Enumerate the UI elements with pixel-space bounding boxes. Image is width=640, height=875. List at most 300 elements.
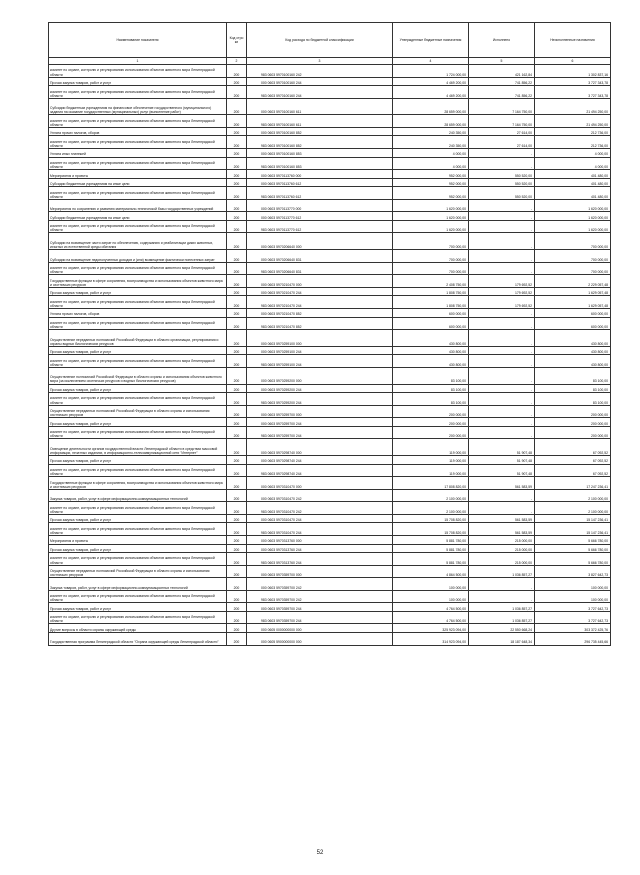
- row-approved-amount: 4 469 200,00: [393, 86, 469, 99]
- row-approved-amount: 119 000,00: [393, 439, 469, 456]
- row-approved-amount: 700 000,00: [393, 262, 469, 275]
- row-executed-amount: 550 520,00: [469, 170, 535, 179]
- table-row: [49, 262, 611, 275]
- table-row: [49, 199, 611, 212]
- row-indicator-name: Государственные функции в сфере сохранения, воспроизводства и использования объектов животного мира и охотничьих ресурсов: [49, 275, 227, 288]
- row-indicator-name: комитет по охране, контролю и регулированию использования объектов животного мира Ленинградской области: [49, 136, 227, 149]
- row-indicator-name: комитет по охране, контролю и регулированию использования объектов животного мира Ленинградской области: [49, 296, 227, 309]
- row-line-code: 200: [227, 178, 247, 187]
- row-unexecuted-amount: 200 000,00: [535, 426, 611, 439]
- row-executed-amount: 7 164 750,00: [469, 115, 535, 128]
- row-classification-code: 000 0603 5970310470 244: [247, 514, 393, 523]
- row-executed-amount: -: [469, 233, 535, 250]
- row-classification-code: 983 0603 5970359700 242: [247, 590, 393, 603]
- table-row: [49, 489, 611, 502]
- row-classification-code: 983 0603 5970259100 244: [247, 355, 393, 368]
- table-row: [49, 250, 611, 263]
- row-indicator-name: Уплата прочих налогов, сборов: [49, 127, 227, 136]
- row-line-code: 200: [227, 262, 247, 275]
- row-classification-code: 000 0603 5970259200 000: [247, 367, 393, 384]
- row-executed-amount: -: [469, 346, 535, 355]
- row-indicator-name: комитет по охране, контролю и регулированию использования объектов животного мира Ленинградской области: [49, 262, 227, 275]
- row-executed-amount: -: [469, 489, 535, 502]
- table-row: [49, 346, 611, 355]
- row-approved-amount: 952 000,00: [393, 170, 469, 179]
- table-row: [49, 330, 611, 347]
- row-approved-amount: 314 923 094,00: [393, 632, 469, 645]
- row-approved-amount: 600 000,00: [393, 309, 469, 318]
- row-executed-amount: -: [469, 157, 535, 170]
- row-indicator-name: Осуществление полномочий Российской Федерации в области охраны и использования объектов животного мира (за исключением охотничьих ресурсов и водных биологических ресурсов): [49, 367, 227, 384]
- row-unexecuted-amount: 600 000,00: [535, 317, 611, 330]
- row-executed-amount: 561 583,59: [469, 514, 535, 523]
- row-approved-amount: 200 000,00: [393, 418, 469, 427]
- row-unexecuted-amount: 2 100 000,00: [535, 502, 611, 515]
- row-classification-code: 000 0603 5970359700 242: [247, 578, 393, 591]
- row-approved-amount: 240 350,00: [393, 136, 469, 149]
- row-classification-code: 000 0603 5970113760 612: [247, 178, 393, 187]
- row-classification-code: 000 0603 5970259100 244: [247, 346, 393, 355]
- header-line-code: Код стро ки: [227, 23, 247, 58]
- row-executed-amount: 179 692,52: [469, 296, 535, 309]
- row-line-code: 200: [227, 477, 247, 490]
- row-line-code: 200: [227, 384, 247, 393]
- row-unexecuted-amount: 21 494 250,00: [535, 98, 611, 115]
- row-line-code: 200: [227, 456, 247, 465]
- row-classification-code: 000 0603 5970113760 000: [247, 170, 393, 179]
- row-classification-code: 983 0603 5970210470 244: [247, 296, 393, 309]
- row-indicator-name: Прочая закупка товаров, работ и услуг: [49, 603, 227, 612]
- row-indicator-name: Мероприятия по сохранению и развитию материально-технической базы государственных учреждений: [49, 199, 227, 212]
- row-unexecuted-amount: 1 302 837,16: [535, 65, 611, 78]
- row-approved-amount: 430 800,00: [393, 330, 469, 347]
- header-classification-code: Код расхода по бюджетной классификации: [247, 23, 393, 58]
- row-line-code: 200: [227, 220, 247, 233]
- row-unexecuted-amount: 2 100 000,00: [535, 489, 611, 502]
- row-unexecuted-amount: 1 620 000,00: [535, 220, 611, 233]
- table-row: [49, 603, 611, 612]
- table-row: [49, 170, 611, 179]
- row-unexecuted-amount: 3 727 642,73: [535, 603, 611, 612]
- row-classification-code: 983 0603 5970113770 612: [247, 220, 393, 233]
- row-unexecuted-amount: 430 800,00: [535, 346, 611, 355]
- row-classification-code: 000 0605 5900000000 000: [247, 632, 393, 645]
- row-indicator-name: комитет по охране, контролю и регулированию использования объектов животного мира Ленинградской области: [49, 86, 227, 99]
- row-classification-code: 000 0603 5970259200 244: [247, 384, 393, 393]
- row-classification-code: 000 0603 5970100160 853: [247, 149, 393, 158]
- table-row: [49, 136, 611, 149]
- row-executed-amount: -: [469, 405, 535, 418]
- row-indicator-name: Мероприятия и проекты: [49, 536, 227, 545]
- row-executed-amount: 51 907,48: [469, 464, 535, 477]
- row-approved-amount: 700 000,00: [393, 250, 469, 263]
- row-executed-amount: -: [469, 330, 535, 347]
- row-unexecuted-amount: 303 372 425,76: [535, 624, 611, 633]
- row-line-code: 200: [227, 157, 247, 170]
- row-unexecuted-amount: 5 666 780,00: [535, 553, 611, 566]
- row-indicator-name: Государственные функции в сфере сохранения, воспроизводства и использования объектов животного мира и охотничьих ресурсов: [49, 477, 227, 490]
- row-indicator-name: Субсидии на возмещение недополученных доходов и (или) возмещение фактически понесенных затрат: [49, 250, 227, 263]
- row-unexecuted-amount: 21 494 250,00: [535, 115, 611, 128]
- row-classification-code: 000 0603 5970359700 244: [247, 603, 393, 612]
- row-line-code: 200: [227, 115, 247, 128]
- row-classification-code: 983 0603 5970113760 612: [247, 187, 393, 200]
- row-executed-amount: -: [469, 355, 535, 368]
- row-classification-code: 000 0603 5970298740 244: [247, 456, 393, 465]
- row-unexecuted-amount: 2 229 057,48: [535, 275, 611, 288]
- row-indicator-name: Уплата прочих налогов, сборов: [49, 309, 227, 318]
- table-row: [49, 578, 611, 591]
- row-indicator-name: комитет по охране, контролю и регулированию использования объектов животного мира Ленинградской области: [49, 611, 227, 624]
- row-executed-amount: 741 856,22: [469, 77, 535, 86]
- row-unexecuted-amount: 296 735 445,66: [535, 632, 611, 645]
- row-classification-code: 983 0603 5970359700 244: [247, 611, 393, 624]
- row-classification-code: 983 0603 5970206640 831: [247, 262, 393, 275]
- row-indicator-name: комитет по охране, контролю и регулированию использования объектов животного мира Ленинградской области: [49, 317, 227, 330]
- row-indicator-name: комитет по охране, контролю и регулированию использования объектов животного мира Ленинградской области: [49, 65, 227, 78]
- row-unexecuted-amount: 401 480,00: [535, 170, 611, 179]
- row-unexecuted-amount: 15 147 236,41: [535, 523, 611, 536]
- row-executed-amount: 215 000,00: [469, 553, 535, 566]
- row-line-code: 200: [227, 426, 247, 439]
- row-executed-amount: -: [469, 578, 535, 591]
- row-approved-amount: 430 800,00: [393, 346, 469, 355]
- row-approved-amount: 952 000,00: [393, 178, 469, 187]
- row-executed-amount: -: [469, 384, 535, 393]
- row-line-code: 200: [227, 212, 247, 221]
- row-approved-amount: 2 100 000,00: [393, 489, 469, 502]
- row-executed-amount: 1 036 857,27: [469, 603, 535, 612]
- row-classification-code: 000 0603 5970206640 000: [247, 233, 393, 250]
- row-approved-amount: 100 000,00: [393, 590, 469, 603]
- row-classification-code: 000 0603 5970100160 244: [247, 77, 393, 86]
- row-line-code: 200: [227, 367, 247, 384]
- row-line-code: 200: [227, 611, 247, 624]
- row-classification-code: 983 0603 5970100160 853: [247, 157, 393, 170]
- row-indicator-name: Прочая закупка товаров, работ и услуг: [49, 77, 227, 86]
- row-classification-code: 983 0603 5970298740 244: [247, 464, 393, 477]
- row-indicator-name: комитет по охране, контролю и регулированию использования объектов животного мира Ленинградской области: [49, 426, 227, 439]
- row-line-code: 200: [227, 86, 247, 99]
- row-classification-code: 000 0605 0000000000 000: [247, 624, 393, 633]
- row-unexecuted-amount: 5 666 780,00: [535, 536, 611, 545]
- row-classification-code: 983 0603 5970100160 611: [247, 115, 393, 128]
- row-executed-amount: -: [469, 393, 535, 406]
- row-indicator-name: Закупка товаров, работ, услуг в сфере информационно-коммуникационных технологий: [49, 578, 227, 591]
- row-approved-amount: 430 800,00: [393, 355, 469, 368]
- row-line-code: 200: [227, 355, 247, 368]
- table-row: [49, 212, 611, 221]
- row-executed-amount: 51 907,48: [469, 439, 535, 456]
- budget-execution-table: [48, 22, 611, 646]
- row-approved-amount: 4 864 500,00: [393, 565, 469, 578]
- table-row: [49, 275, 611, 288]
- table-row: [49, 439, 611, 456]
- row-unexecuted-amount: 17 247 236,41: [535, 477, 611, 490]
- row-classification-code: 000 0603 5970313760 244: [247, 544, 393, 553]
- row-unexecuted-amount: 200 000,00: [535, 405, 611, 418]
- row-classification-code: 000 0603 5970298740 000: [247, 439, 393, 456]
- row-executed-amount: -: [469, 426, 535, 439]
- row-executed-amount: 215 000,00: [469, 536, 535, 545]
- table-row: [49, 464, 611, 477]
- row-executed-amount: 561 583,59: [469, 477, 535, 490]
- row-unexecuted-amount: 67 092,52: [535, 439, 611, 456]
- row-executed-amount: -: [469, 317, 535, 330]
- row-line-code: 200: [227, 405, 247, 418]
- table-row: [49, 624, 611, 633]
- row-approved-amount: 700 000,00: [393, 233, 469, 250]
- row-unexecuted-amount: 200 000,00: [535, 418, 611, 427]
- row-indicator-name: Субсидии бюджетным учреждениям на иные цели: [49, 212, 227, 221]
- row-line-code: 200: [227, 65, 247, 78]
- row-unexecuted-amount: 700 000,00: [535, 233, 611, 250]
- row-approved-amount: 28 659 000,00: [393, 98, 469, 115]
- row-executed-amount: 561 583,59: [469, 523, 535, 536]
- row-line-code: 200: [227, 632, 247, 645]
- row-indicator-name: Прочая закупка товаров, работ и услуг: [49, 418, 227, 427]
- row-approved-amount: 5 881 780,00: [393, 553, 469, 566]
- column-index: 6: [535, 58, 611, 65]
- row-executed-amount: 179 692,52: [469, 275, 535, 288]
- table-row: [49, 178, 611, 187]
- header-unexecuted: Неисполненные назначения: [535, 23, 611, 58]
- row-executed-amount: -: [469, 212, 535, 221]
- row-classification-code: 000 0603 5970113770 000: [247, 199, 393, 212]
- row-indicator-name: Прочая закупка товаров, работ и услуг: [49, 384, 227, 393]
- row-approved-amount: 5 881 780,00: [393, 536, 469, 545]
- row-approved-amount: 1 620 000,00: [393, 212, 469, 221]
- row-executed-amount: 179 692,52: [469, 287, 535, 296]
- row-indicator-name: комитет по охране, контролю и регулированию использования объектов животного мира Ленинградской области: [49, 187, 227, 200]
- row-line-code: 200: [227, 502, 247, 515]
- row-approved-amount: 4 764 500,00: [393, 611, 469, 624]
- row-line-code: 200: [227, 553, 247, 566]
- row-approved-amount: 4 469 200,00: [393, 77, 469, 86]
- row-approved-amount: 1 724 000,00: [393, 65, 469, 78]
- row-indicator-name: комитет по охране, контролю и регулированию использования объектов животного мира Ленинградской области: [49, 464, 227, 477]
- table-row: [49, 456, 611, 465]
- row-unexecuted-amount: 1 629 057,48: [535, 296, 611, 309]
- row-unexecuted-amount: 700 000,00: [535, 250, 611, 263]
- row-classification-code: 000 0603 5970210470 852: [247, 309, 393, 318]
- row-classification-code: 000 0603 5970310470 242: [247, 489, 393, 502]
- table-row: [49, 77, 611, 86]
- row-executed-amount: 18 187 648,34: [469, 632, 535, 645]
- row-approved-amount: 100 000,00: [393, 578, 469, 591]
- row-approved-amount: 2 100 000,00: [393, 502, 469, 515]
- row-line-code: 200: [227, 309, 247, 318]
- row-approved-amount: 1 620 000,00: [393, 199, 469, 212]
- row-executed-amount: -: [469, 220, 535, 233]
- row-classification-code: 000 0603 5970210470 000: [247, 275, 393, 288]
- row-approved-amount: 83 100,00: [393, 384, 469, 393]
- row-executed-amount: 51 907,48: [469, 456, 535, 465]
- row-indicator-name: Прочая закупка товаров, работ и услуг: [49, 514, 227, 523]
- row-unexecuted-amount: 4 000,00: [535, 157, 611, 170]
- row-approved-amount: 5 881 780,00: [393, 544, 469, 553]
- row-unexecuted-amount: 3 727 343,78: [535, 77, 611, 86]
- row-approved-amount: 119 000,00: [393, 464, 469, 477]
- row-unexecuted-amount: 430 800,00: [535, 330, 611, 347]
- row-approved-amount: 4 000,00: [393, 157, 469, 170]
- row-classification-code: 983 0603 5970310470 244: [247, 523, 393, 536]
- column-index: 2: [227, 58, 247, 65]
- row-approved-amount: 83 100,00: [393, 367, 469, 384]
- table-row: [49, 367, 611, 384]
- row-classification-code: 983 0603 5970313760 244: [247, 553, 393, 566]
- row-approved-amount: 1 808 750,00: [393, 296, 469, 309]
- header-row: [49, 23, 611, 58]
- table-row: [49, 565, 611, 578]
- row-classification-code: 000 0603 5970259100 000: [247, 330, 393, 347]
- row-line-code: 200: [227, 544, 247, 553]
- table-row: [49, 611, 611, 624]
- row-classification-code: 983 0603 5970100160 852: [247, 136, 393, 149]
- row-indicator-name: комитет по охране, контролю и регулированию использования объектов животного мира Ленинградской области: [49, 355, 227, 368]
- row-unexecuted-amount: 430 800,00: [535, 355, 611, 368]
- row-unexecuted-amount: 67 092,52: [535, 456, 611, 465]
- row-unexecuted-amount: 600 000,00: [535, 309, 611, 318]
- table-row: [49, 590, 611, 603]
- row-line-code: 200: [227, 523, 247, 536]
- header-approved: Утвержденные бюджетные назначения: [393, 23, 469, 58]
- row-classification-code: 983 0603 5970259700 244: [247, 426, 393, 439]
- row-executed-amount: -: [469, 367, 535, 384]
- page-number: 52: [316, 850, 324, 856]
- row-indicator-name: Прочая закупка товаров, работ и услуг: [49, 287, 227, 296]
- row-unexecuted-amount: 15 147 236,41: [535, 514, 611, 523]
- header-indicator-name: Наименование показателя: [49, 23, 227, 58]
- row-indicator-name: Осуществление переданных полномочий Российской Федерации в области охраны и использования охотничьих ресурсов: [49, 565, 227, 578]
- table-row: [49, 544, 611, 553]
- row-approved-amount: 15 708 820,00: [393, 523, 469, 536]
- row-line-code: 200: [227, 393, 247, 406]
- table-row: [49, 393, 611, 406]
- row-indicator-name: Другие вопросы в области охраны окружающей среды: [49, 624, 227, 633]
- table-row: [49, 157, 611, 170]
- row-line-code: 200: [227, 514, 247, 523]
- row-executed-amount: -: [469, 262, 535, 275]
- row-indicator-name: Осуществление переданных полномочий Российской Федерации в области охраны и использования охотничьих ресурсов: [49, 405, 227, 418]
- row-classification-code: 983 0603 5970100160 242: [247, 65, 393, 78]
- row-unexecuted-amount: 83 100,00: [535, 384, 611, 393]
- row-line-code: 200: [227, 418, 247, 427]
- table-row: [49, 418, 611, 427]
- row-unexecuted-amount: 100 000,00: [535, 590, 611, 603]
- row-line-code: 200: [227, 233, 247, 250]
- row-indicator-name: комитет по охране, контролю и регулированию использования объектов животного мира Ленинградской области: [49, 502, 227, 515]
- table-row: [49, 553, 611, 566]
- row-indicator-name: Осуществление переданных полномочий Российской Федерации в области организации, регулирования и охраны водных биологических ресурсов: [49, 330, 227, 347]
- row-indicator-name: комитет по охране, контролю и регулированию использования объектов животного мира Ленинградской области: [49, 220, 227, 233]
- row-unexecuted-amount: 83 100,00: [535, 367, 611, 384]
- row-classification-code: 000 0603 5970313760 000: [247, 536, 393, 545]
- row-line-code: 200: [227, 578, 247, 591]
- row-line-code: 200: [227, 536, 247, 545]
- row-classification-code: 000 0603 5970259700 000: [247, 405, 393, 418]
- table-row: [49, 536, 611, 545]
- row-approved-amount: 119 000,00: [393, 456, 469, 465]
- row-executed-amount: -: [469, 309, 535, 318]
- row-unexecuted-amount: 83 100,00: [535, 393, 611, 406]
- row-line-code: 200: [227, 98, 247, 115]
- column-index-row: [49, 58, 611, 65]
- row-unexecuted-amount: 4 000,00: [535, 149, 611, 158]
- row-unexecuted-amount: 100 000,00: [535, 578, 611, 591]
- row-executed-amount: -: [469, 502, 535, 515]
- row-approved-amount: 28 659 000,00: [393, 115, 469, 128]
- row-line-code: 200: [227, 439, 247, 456]
- table-row: [49, 477, 611, 490]
- row-line-code: 200: [227, 489, 247, 502]
- column-index: 3: [247, 58, 393, 65]
- row-line-code: 200: [227, 624, 247, 633]
- row-approved-amount: 4 764 500,00: [393, 603, 469, 612]
- table-row: [49, 98, 611, 115]
- row-classification-code: 000 0603 5970359700 000: [247, 565, 393, 578]
- row-classification-code: 000 0603 5970310470 000: [247, 477, 393, 490]
- table-row: [49, 502, 611, 515]
- row-indicator-name: комитет по охране, контролю и регулированию использования объектов животного мира Ленинградской области: [49, 393, 227, 406]
- row-indicator-name: Субсидии бюджетным учреждениям на иные цели: [49, 178, 227, 187]
- budget-table-sheet: [48, 22, 610, 646]
- row-indicator-name: Государственная программа Ленинградской области "Охрана окружающей среды Ленинградской области": [49, 632, 227, 645]
- table-row: [49, 523, 611, 536]
- row-approved-amount: 325 923 094,00: [393, 624, 469, 633]
- row-unexecuted-amount: 1 620 000,00: [535, 212, 611, 221]
- row-executed-amount: -: [469, 418, 535, 427]
- row-unexecuted-amount: 5 666 780,00: [535, 544, 611, 553]
- row-classification-code: 983 0603 5970259200 244: [247, 393, 393, 406]
- row-classification-code: 983 0603 5970100160 244: [247, 86, 393, 99]
- row-approved-amount: 1 620 000,00: [393, 220, 469, 233]
- row-line-code: 200: [227, 136, 247, 149]
- table-row: [49, 65, 611, 78]
- table-row: [49, 317, 611, 330]
- row-line-code: 200: [227, 199, 247, 212]
- row-approved-amount: 240 350,00: [393, 127, 469, 136]
- row-line-code: 200: [227, 287, 247, 296]
- row-indicator-name: Прочая закупка товаров, работ и услуг: [49, 346, 227, 355]
- table-row: [49, 632, 611, 645]
- table-row: [49, 86, 611, 99]
- row-executed-amount: -: [469, 590, 535, 603]
- row-approved-amount: 200 000,00: [393, 426, 469, 439]
- table-row: [49, 287, 611, 296]
- row-executed-amount: 550 520,00: [469, 187, 535, 200]
- row-unexecuted-amount: 401 480,00: [535, 187, 611, 200]
- row-indicator-name: комитет по охране, контролю и регулированию использования объектов животного мира Ленинградской области: [49, 523, 227, 536]
- table-row: [49, 384, 611, 393]
- row-unexecuted-amount: 3 827 642,73: [535, 565, 611, 578]
- header-executed: Исполнено: [469, 23, 535, 58]
- row-indicator-name: Прочая закупка товаров, работ и услуг: [49, 544, 227, 553]
- row-executed-amount: -: [469, 149, 535, 158]
- row-indicator-name: комитет по охране, контролю и регулированию использования объектов животного мира Ленинградской области: [49, 590, 227, 603]
- table-row: [49, 309, 611, 318]
- row-line-code: 200: [227, 275, 247, 288]
- row-classification-code: 000 0603 5970100160 611: [247, 98, 393, 115]
- row-indicator-name: комитет по охране, контролю и регулированию использования объектов животного мира Ленинградской области: [49, 157, 227, 170]
- row-executed-amount: -: [469, 250, 535, 263]
- row-unexecuted-amount: 3 727 343,78: [535, 86, 611, 99]
- row-unexecuted-amount: 1 629 057,48: [535, 287, 611, 296]
- row-line-code: 200: [227, 590, 247, 603]
- row-line-code: 200: [227, 187, 247, 200]
- row-indicator-name: Уплата иных платежей: [49, 149, 227, 158]
- table-row: [49, 355, 611, 368]
